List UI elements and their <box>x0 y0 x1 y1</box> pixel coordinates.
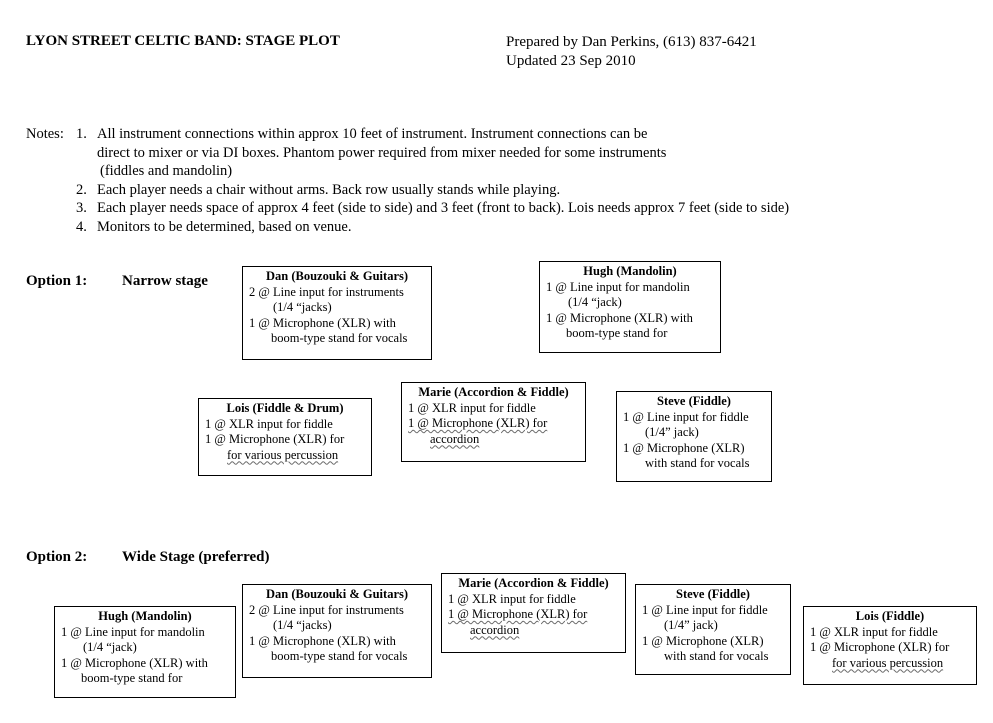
player-box-hugh <box>539 261 721 353</box>
player-box-dan <box>242 266 432 360</box>
box-line: (1/4 “jacks) <box>273 618 332 632</box>
note-line: Each player needs space of approx 4 feet (side to side) and 3 feet (front to back). Lois needs approx 7 feet (side to side) <box>97 200 790 217</box>
prepared-by: Prepared by Dan Perkins, (613) 837-6421 <box>506 34 757 50</box>
option2-label: Option 2: <box>26 549 88 565</box>
note-line: Each player needs a chair without arms. Back row usually stands while playing. <box>97 181 561 198</box>
player-box-dan <box>242 584 432 678</box>
box-line: boom-type stand for <box>566 326 668 340</box>
box-line: 1 @ Microphone (XLR) for <box>408 416 548 430</box>
player-title: Lois (Fiddle) <box>855 609 925 623</box>
box-line: 1 @ Microphone (XLR) for <box>205 432 345 446</box>
box-line: boom-type stand for vocals <box>271 649 408 663</box>
note-line: All instrument connections within approx 10 feet of instrument. Instrument connections can be <box>97 126 648 142</box>
player-title: Hugh (Mandolin) <box>98 609 192 623</box>
player-box-steve <box>635 584 791 675</box>
box-line: (1/4” jack) <box>664 618 718 632</box>
notes-label: Notes: <box>26 126 64 142</box>
box-line: 1 @ XLR input for fiddle <box>205 416 333 431</box>
note-number: 3. <box>76 200 87 217</box>
option2-name: Wide Stage (preferred) <box>122 549 270 565</box>
player-title: Steve (Fiddle) <box>657 394 731 408</box>
box-line: accordion <box>430 431 480 446</box>
box-line: 2 @ Line input for instruments <box>249 602 404 617</box>
box-line: boom-type stand for vocals <box>271 331 408 345</box>
notes-section <box>26 125 926 237</box>
note-number: 1. <box>76 126 87 142</box>
note-number: 2. <box>76 181 87 198</box>
box-line: 1 @ Microphone (XLR) with <box>249 315 396 330</box>
note-number: 4. <box>76 218 87 235</box>
box-line: 1 @ Microphone (XLR) with <box>249 633 396 648</box>
player-box-lois <box>803 606 977 685</box>
box-line: accordion <box>470 622 520 637</box>
option1-label: Option 1: <box>26 273 88 289</box>
option1-name: Narrow stage <box>122 273 208 289</box>
player-box-hugh <box>54 606 236 698</box>
player-box-lois <box>198 398 372 476</box>
box-line: (1/4” jack) <box>645 425 699 439</box>
note-line: (fiddles and mandolin) <box>100 163 233 180</box>
box-line: 1 @ Line input for mandolin <box>61 624 205 639</box>
player-title: Steve (Fiddle) <box>676 587 750 601</box>
box-line: (1/4 “jacks) <box>273 300 332 314</box>
box-line: 1 @ XLR input for fiddle <box>810 624 938 639</box>
box-line: 1 @ Microphone (XLR) for <box>448 607 588 621</box>
box-line: for various percussion <box>227 447 339 462</box>
document-title: LYON STREET CELTIC BAND: STAGE PLOT <box>26 33 340 49</box>
player-box-steve <box>616 391 772 482</box>
box-line: (1/4 “jack) <box>568 295 622 309</box>
player-title: Hugh (Mandolin) <box>583 264 677 278</box>
note-line: Monitors to be determined, based on venue. <box>97 218 352 235</box>
box-line: with stand for vocals <box>645 456 750 470</box>
box-line: 1 @ Microphone (XLR) <box>623 440 745 455</box>
player-title: Marie (Accordion & Fiddle) <box>418 385 569 399</box>
player-title: Marie (Accordion & Fiddle) <box>458 576 609 590</box>
player-title: Dan (Bouzouki & Guitars) <box>265 587 409 601</box>
box-line: 1 @ Microphone (XLR) for <box>810 640 950 654</box>
box-line: with stand for vocals <box>664 649 769 663</box>
box-line: 2 @ Line input for instruments <box>249 284 404 299</box>
player-title: Lois (Fiddle & Drum) <box>226 401 344 415</box>
player-box-marie <box>441 573 626 653</box>
prepared-by-block <box>506 33 757 71</box>
box-line: (1/4 “jack) <box>83 640 137 654</box>
player-title: Dan (Bouzouki & Guitars) <box>265 269 409 283</box>
box-line: 1 @ Line input for mandolin <box>546 279 690 294</box>
note-line: direct to mixer or via DI boxes. Phantom power required from mixer needed for some instruments <box>97 144 667 161</box>
box-line: 1 @ Line input for fiddle <box>623 409 749 424</box>
box-line: 1 @ XLR input for fiddle <box>448 591 576 606</box>
box-line: 1 @ Microphone (XLR) with <box>61 655 208 670</box>
box-line: 1 @ XLR input for fiddle <box>408 400 536 415</box>
box-line: for various percussion <box>832 655 944 670</box>
player-box-marie <box>401 382 586 462</box>
box-line: boom-type stand for <box>81 671 183 685</box>
box-line: 1 @ Microphone (XLR) with <box>546 310 693 325</box>
box-line: 1 @ Microphone (XLR) <box>642 633 764 648</box>
box-line: 1 @ Line input for fiddle <box>642 602 768 617</box>
updated-date: Updated 23 Sep 2010 <box>506 53 636 69</box>
